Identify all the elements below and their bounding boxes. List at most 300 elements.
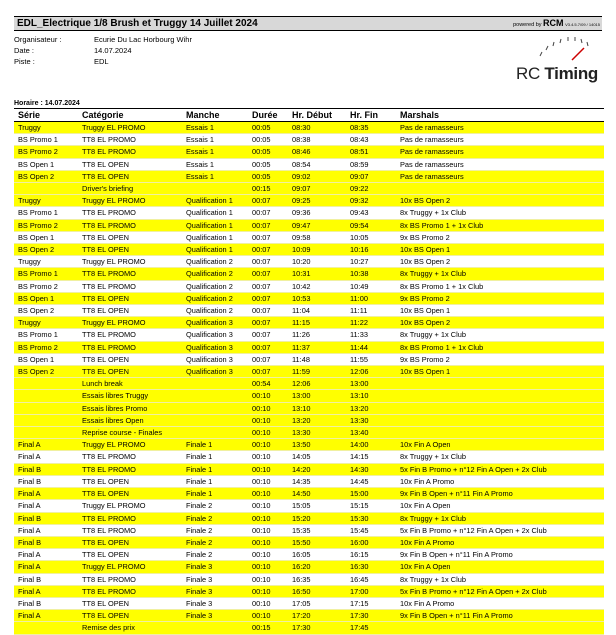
table-row <box>14 341 604 353</box>
cell-serie: Final A <box>14 524 78 536</box>
powered-by-label: powered by <box>513 22 542 28</box>
cell-manche: Finale 2 <box>182 524 248 536</box>
cell-debut: 09:25 <box>288 195 346 207</box>
cell-duree: 00:10 <box>248 573 288 585</box>
cell-marshals: 10x BS Open 1 <box>396 305 604 317</box>
cell-manche: Qualification 1 <box>182 219 248 231</box>
cell-manche: Finale 3 <box>182 610 248 622</box>
cell-manche: Qualification 2 <box>182 268 248 280</box>
table-row <box>14 414 604 426</box>
cell-serie: Final A <box>14 561 78 573</box>
cell-manche: Qualification 3 <box>182 341 248 353</box>
table-row <box>14 500 604 512</box>
cell-categorie: Truggy EL PROMO <box>78 256 182 268</box>
cell-fin: 10:16 <box>346 244 396 256</box>
cell-manche <box>182 183 248 195</box>
cell-duree: 00:10 <box>248 549 288 561</box>
table-row <box>14 524 604 536</box>
cell-fin: 08:59 <box>346 158 396 170</box>
cell-debut: 08:46 <box>288 146 346 158</box>
cell-serie: BS Open 2 <box>14 244 78 256</box>
cell-duree: 00:10 <box>248 414 288 426</box>
cell-debut: 14:05 <box>288 451 346 463</box>
cell-debut: 14:20 <box>288 463 346 475</box>
cell-debut: 08:30 <box>288 122 346 134</box>
cell-serie <box>14 378 78 390</box>
cell-marshals <box>396 378 604 390</box>
cell-serie: BS Promo 2 <box>14 146 78 158</box>
cell-fin: 10:49 <box>346 280 396 292</box>
table-row <box>14 122 604 134</box>
cell-categorie: TT8 EL PROMO <box>78 268 182 280</box>
cell-duree: 00:07 <box>248 268 288 280</box>
cell-fin: 10:38 <box>346 268 396 280</box>
cell-categorie: Truggy EL PROMO <box>78 500 182 512</box>
meta-row <box>14 34 192 45</box>
cell-fin: 11:33 <box>346 329 396 341</box>
cell-marshals: Pas de ramasseurs <box>396 170 604 182</box>
cell-debut: 15:20 <box>288 512 346 524</box>
cell-duree: 00:07 <box>248 353 288 365</box>
col-debut: Hr. Début <box>288 109 346 122</box>
table-row <box>14 207 604 219</box>
cell-duree: 00:10 <box>248 610 288 622</box>
table-row <box>14 463 604 475</box>
version-text: V3.4.5.7/09 / 14015 <box>565 22 600 27</box>
cell-marshals: 10x BS Open 1 <box>396 244 604 256</box>
cell-categorie: Essais libres Truggy <box>78 390 182 402</box>
cell-categorie: TT8 EL OPEN <box>78 597 182 609</box>
cell-debut: 13:10 <box>288 402 346 414</box>
cell-categorie: Truggy EL PROMO <box>78 439 182 451</box>
table-row <box>14 585 604 597</box>
cell-fin: 11:00 <box>346 292 396 304</box>
cell-fin: 17:00 <box>346 585 396 597</box>
cell-fin: 10:27 <box>346 256 396 268</box>
cell-manche: Qualification 1 <box>182 231 248 243</box>
event-meta <box>14 34 192 67</box>
cell-debut: 09:47 <box>288 219 346 231</box>
cell-manche <box>182 390 248 402</box>
cell-categorie: TT8 EL PROMO <box>78 146 182 158</box>
cell-debut: 15:05 <box>288 500 346 512</box>
cell-debut: 16:50 <box>288 585 346 597</box>
cell-duree: 00:10 <box>248 475 288 487</box>
cell-marshals: Pas de ramasseurs <box>396 146 604 158</box>
table-row <box>14 597 604 609</box>
cell-categorie: TT8 EL OPEN <box>78 292 182 304</box>
cell-fin: 13:20 <box>346 402 396 414</box>
cell-fin: 11:22 <box>346 317 396 329</box>
cell-fin: 09:32 <box>346 195 396 207</box>
cell-serie: Final A <box>14 451 78 463</box>
cell-serie: BS Open 2 <box>14 170 78 182</box>
cell-serie: BS Open 2 <box>14 305 78 317</box>
table-row <box>14 561 604 573</box>
cell-fin: 10:05 <box>346 231 396 243</box>
cell-duree: 00:10 <box>248 402 288 414</box>
cell-serie: BS Open 2 <box>14 366 78 378</box>
cell-debut: 10:09 <box>288 244 346 256</box>
cell-categorie: TT8 EL OPEN <box>78 244 182 256</box>
cell-categorie: Truggy EL PROMO <box>78 561 182 573</box>
cell-fin: 15:30 <box>346 512 396 524</box>
cell-marshals <box>396 622 604 634</box>
table-row <box>14 378 604 390</box>
cell-serie: BS Promo 2 <box>14 341 78 353</box>
cell-fin: 13:30 <box>346 414 396 426</box>
cell-duree: 00:10 <box>248 585 288 597</box>
table-header-row <box>14 109 604 122</box>
cell-categorie: TT8 EL PROMO <box>78 341 182 353</box>
table-row <box>14 244 604 256</box>
cell-serie: Final A <box>14 585 78 597</box>
cell-duree: 00:07 <box>248 207 288 219</box>
table-row <box>14 268 604 280</box>
cell-debut: 08:38 <box>288 134 346 146</box>
cell-serie: Truggy <box>14 256 78 268</box>
cell-marshals <box>396 390 604 402</box>
cell-duree: 00:07 <box>248 305 288 317</box>
table-row <box>14 366 604 378</box>
cell-debut: 14:50 <box>288 488 346 500</box>
rc-timing-logo <box>508 34 598 84</box>
cell-duree: 00:54 <box>248 378 288 390</box>
cell-duree: 00:10 <box>248 439 288 451</box>
cell-categorie: Truggy EL PROMO <box>78 317 182 329</box>
cell-debut: 15:50 <box>288 536 346 548</box>
cell-manche: Qualification 3 <box>182 329 248 341</box>
cell-serie: Final B <box>14 475 78 487</box>
cell-debut: 13:00 <box>288 390 346 402</box>
meta-label: Piste : <box>14 57 35 66</box>
table-row <box>14 317 604 329</box>
cell-categorie: Remise des prix <box>78 622 182 634</box>
cell-fin: 13:10 <box>346 390 396 402</box>
cell-duree: 00:10 <box>248 390 288 402</box>
cell-manche: Essais 1 <box>182 158 248 170</box>
table-row <box>14 231 604 243</box>
cell-duree: 00:15 <box>248 183 288 195</box>
cell-fin: 14:45 <box>346 475 396 487</box>
logo-text <box>516 64 598 84</box>
cell-duree: 00:07 <box>248 256 288 268</box>
cell-duree: 00:10 <box>248 561 288 573</box>
cell-manche: Finale 1 <box>182 488 248 500</box>
cell-serie: Final A <box>14 549 78 561</box>
cell-fin: 13:40 <box>346 427 396 439</box>
table-row <box>14 610 604 622</box>
table-row <box>14 353 604 365</box>
cell-marshals: 10x BS Open 1 <box>396 366 604 378</box>
cell-categorie: TT8 EL PROMO <box>78 329 182 341</box>
meta-label: Date : <box>14 46 35 55</box>
cell-manche: Finale 2 <box>182 536 248 548</box>
cell-manche: Finale 3 <box>182 561 248 573</box>
cell-duree: 00:07 <box>248 219 288 231</box>
table-row <box>14 256 604 268</box>
cell-categorie: Lunch break <box>78 378 182 390</box>
cell-manche: Finale 1 <box>182 439 248 451</box>
cell-duree: 00:10 <box>248 463 288 475</box>
cell-manche: Qualification 2 <box>182 292 248 304</box>
cell-serie: Final A <box>14 488 78 500</box>
cell-marshals: 8x BS Promo 1 + 1x Club <box>396 280 604 292</box>
meta-label: Organisateur : <box>14 35 62 44</box>
table-row <box>14 195 604 207</box>
col-fin: Hr. Fin <box>346 109 396 122</box>
cell-serie: BS Open 1 <box>14 353 78 365</box>
table-row <box>14 402 604 414</box>
cell-manche: Qualification 3 <box>182 366 248 378</box>
cell-categorie: Truggy EL PROMO <box>78 122 182 134</box>
table-row <box>14 549 604 561</box>
cell-duree: 00:05 <box>248 158 288 170</box>
cell-duree: 00:10 <box>248 500 288 512</box>
cell-categorie: TT8 EL PROMO <box>78 524 182 536</box>
col-duree: Durée <box>248 109 288 122</box>
table-row <box>14 390 604 402</box>
table-row <box>14 292 604 304</box>
cell-duree: 00:15 <box>248 622 288 634</box>
cell-marshals: 9x BS Promo 2 <box>396 353 604 365</box>
cell-debut: 10:42 <box>288 280 346 292</box>
cell-debut: 11:59 <box>288 366 346 378</box>
cell-marshals: 10x Fin A Open <box>396 439 604 451</box>
cell-duree: 00:05 <box>248 122 288 134</box>
cell-marshals: Pas de ramasseurs <box>396 122 604 134</box>
table-row <box>14 451 604 463</box>
cell-manche: Finale 3 <box>182 585 248 597</box>
cell-fin: 11:44 <box>346 341 396 353</box>
cell-manche: Finale 1 <box>182 463 248 475</box>
cell-marshals: 8x BS Promo 1 + 1x Club <box>396 341 604 353</box>
col-serie: Série <box>14 109 78 122</box>
col-manche: Manche <box>182 109 248 122</box>
table-row <box>14 158 604 170</box>
cell-manche: Essais 1 <box>182 122 248 134</box>
cell-categorie: TT8 EL OPEN <box>78 170 182 182</box>
cell-manche: Qualification 1 <box>182 244 248 256</box>
cell-categorie: TT8 EL PROMO <box>78 585 182 597</box>
cell-manche: Qualification 1 <box>182 195 248 207</box>
powered-by <box>513 17 600 32</box>
col-marshals: Marshals <box>396 109 604 122</box>
cell-duree: 00:10 <box>248 427 288 439</box>
logo-text-rc: RC <box>516 64 545 83</box>
cell-marshals: Pas de ramasseurs <box>396 134 604 146</box>
cell-marshals: 8x Truggy + 1x Club <box>396 451 604 463</box>
cell-debut: 09:58 <box>288 231 346 243</box>
cell-debut: 09:36 <box>288 207 346 219</box>
table-row <box>14 512 604 524</box>
table-row <box>14 475 604 487</box>
cell-debut: 13:20 <box>288 414 346 426</box>
table-row <box>14 427 604 439</box>
cell-fin: 16:30 <box>346 561 396 573</box>
cell-marshals <box>396 414 604 426</box>
cell-debut: 12:06 <box>288 378 346 390</box>
cell-marshals: 9x Fin B Open + n°11 Fin A Promo <box>396 610 604 622</box>
cell-categorie: TT8 EL OPEN <box>78 488 182 500</box>
cell-serie: Final B <box>14 536 78 548</box>
cell-marshals: Pas de ramasseurs <box>396 158 604 170</box>
cell-serie: BS Promo 1 <box>14 268 78 280</box>
cell-categorie: TT8 EL PROMO <box>78 451 182 463</box>
cell-debut: 11:15 <box>288 317 346 329</box>
cell-categorie: TT8 EL OPEN <box>78 536 182 548</box>
schedule-date-heading: Horaire : 14.07.2024 <box>14 100 80 107</box>
cell-serie: Truggy <box>14 195 78 207</box>
cell-serie <box>14 414 78 426</box>
cell-categorie: TT8 EL PROMO <box>78 280 182 292</box>
cell-debut: 08:54 <box>288 158 346 170</box>
cell-debut: 17:30 <box>288 622 346 634</box>
cell-fin: 12:06 <box>346 366 396 378</box>
cell-manche <box>182 402 248 414</box>
cell-categorie: TT8 EL OPEN <box>78 231 182 243</box>
table-row <box>14 146 604 158</box>
cell-categorie: TT8 EL OPEN <box>78 158 182 170</box>
cell-marshals: 10x Fin A Open <box>396 561 604 573</box>
cell-fin: 17:30 <box>346 610 396 622</box>
brand-name: RCM <box>543 18 564 28</box>
cell-debut: 09:07 <box>288 183 346 195</box>
cell-categorie: TT8 EL PROMO <box>78 207 182 219</box>
cell-serie <box>14 402 78 414</box>
meta-value: Ecurie Du Lac Horbourg Wihr <box>94 35 192 44</box>
cell-manche: Finale 2 <box>182 500 248 512</box>
table-row <box>14 219 604 231</box>
table-row <box>14 536 604 548</box>
table-row <box>14 488 604 500</box>
cell-fin: 14:15 <box>346 451 396 463</box>
table-body <box>14 122 604 635</box>
table-row <box>14 170 604 182</box>
cell-marshals: 8x Truggy + 1x Club <box>396 268 604 280</box>
cell-categorie: TT8 EL PROMO <box>78 463 182 475</box>
title-bar <box>14 16 602 31</box>
cell-manche <box>182 414 248 426</box>
schedule-page <box>14 12 602 633</box>
cell-duree: 00:05 <box>248 146 288 158</box>
cell-categorie: TT8 EL OPEN <box>78 366 182 378</box>
cell-fin: 14:30 <box>346 463 396 475</box>
cell-debut: 11:04 <box>288 305 346 317</box>
cell-categorie: Essais libres Promo <box>78 402 182 414</box>
cell-manche: Qualification 2 <box>182 305 248 317</box>
cell-categorie: TT8 EL OPEN <box>78 610 182 622</box>
col-categorie: Catégorie <box>78 109 182 122</box>
cell-debut: 11:37 <box>288 341 346 353</box>
cell-marshals: 10x BS Open 2 <box>396 256 604 268</box>
cell-manche: Essais 1 <box>182 146 248 158</box>
cell-duree: 00:07 <box>248 317 288 329</box>
cell-duree: 00:07 <box>248 244 288 256</box>
cell-fin: 16:15 <box>346 549 396 561</box>
cell-manche: Qualification 2 <box>182 256 248 268</box>
cell-marshals: 8x Truggy + 1x Club <box>396 329 604 341</box>
cell-serie: BS Promo 2 <box>14 280 78 292</box>
cell-marshals <box>396 402 604 414</box>
table-row <box>14 183 604 195</box>
cell-fin: 11:55 <box>346 353 396 365</box>
cell-marshals: 9x Fin B Open + n°11 Fin A Promo <box>396 488 604 500</box>
meta-value: 14.07.2024 <box>94 46 132 55</box>
cell-manche: Qualification 1 <box>182 207 248 219</box>
cell-serie: Truggy <box>14 122 78 134</box>
cell-marshals: 10x Fin A Open <box>396 500 604 512</box>
cell-marshals <box>396 427 604 439</box>
cell-manche <box>182 427 248 439</box>
cell-debut: 10:20 <box>288 256 346 268</box>
cell-serie: BS Promo 2 <box>14 219 78 231</box>
cell-debut: 11:48 <box>288 353 346 365</box>
cell-marshals: 5x Fin B Promo + n°12 Fin A Open + 2x Club <box>396 585 604 597</box>
cell-serie: BS Open 1 <box>14 292 78 304</box>
cell-serie: Final B <box>14 463 78 475</box>
cell-debut: 13:30 <box>288 427 346 439</box>
cell-serie <box>14 390 78 402</box>
cell-debut: 16:20 <box>288 561 346 573</box>
cell-marshals: 8x Truggy + 1x Club <box>396 207 604 219</box>
cell-marshals: 5x Fin B Promo + n°12 Fin A Open + 2x Club <box>396 524 604 536</box>
cell-manche: Qualification 3 <box>182 353 248 365</box>
cell-marshals: 10x Fin A Promo <box>396 597 604 609</box>
cell-categorie: TT8 EL PROMO <box>78 134 182 146</box>
cell-debut: 17:20 <box>288 610 346 622</box>
cell-manche <box>182 378 248 390</box>
cell-marshals <box>396 183 604 195</box>
table-row <box>14 573 604 585</box>
cell-categorie: TT8 EL PROMO <box>78 573 182 585</box>
cell-marshals: 8x Truggy + 1x Club <box>396 512 604 524</box>
cell-fin: 17:45 <box>346 622 396 634</box>
cell-categorie: Reprise course - Finales <box>78 427 182 439</box>
cell-fin: 16:00 <box>346 536 396 548</box>
cell-manche: Qualification 3 <box>182 317 248 329</box>
cell-manche: Essais 1 <box>182 134 248 146</box>
cell-debut: 10:31 <box>288 268 346 280</box>
cell-serie: BS Promo 1 <box>14 134 78 146</box>
cell-serie <box>14 183 78 195</box>
cell-manche <box>182 622 248 634</box>
cell-serie: Final B <box>14 597 78 609</box>
cell-fin: 14:00 <box>346 439 396 451</box>
table-row <box>14 305 604 317</box>
cell-duree: 00:07 <box>248 231 288 243</box>
cell-fin: 09:54 <box>346 219 396 231</box>
cell-marshals: 9x BS Promo 2 <box>396 292 604 304</box>
cell-marshals: 8x BS Promo 1 + 1x Club <box>396 219 604 231</box>
cell-fin: 13:00 <box>346 378 396 390</box>
cell-fin: 09:43 <box>346 207 396 219</box>
table-row <box>14 329 604 341</box>
cell-debut: 17:05 <box>288 597 346 609</box>
cell-duree: 00:10 <box>248 488 288 500</box>
cell-debut: 15:35 <box>288 524 346 536</box>
cell-duree: 00:05 <box>248 170 288 182</box>
cell-serie: Final A <box>14 439 78 451</box>
cell-duree: 00:07 <box>248 280 288 292</box>
cell-marshals: 9x Fin B Open + n°11 Fin A Promo <box>396 549 604 561</box>
cell-duree: 00:10 <box>248 597 288 609</box>
cell-debut: 14:35 <box>288 475 346 487</box>
cell-debut: 16:05 <box>288 549 346 561</box>
cell-fin: 15:15 <box>346 500 396 512</box>
cell-fin: 08:43 <box>346 134 396 146</box>
cell-categorie: TT8 EL OPEN <box>78 353 182 365</box>
